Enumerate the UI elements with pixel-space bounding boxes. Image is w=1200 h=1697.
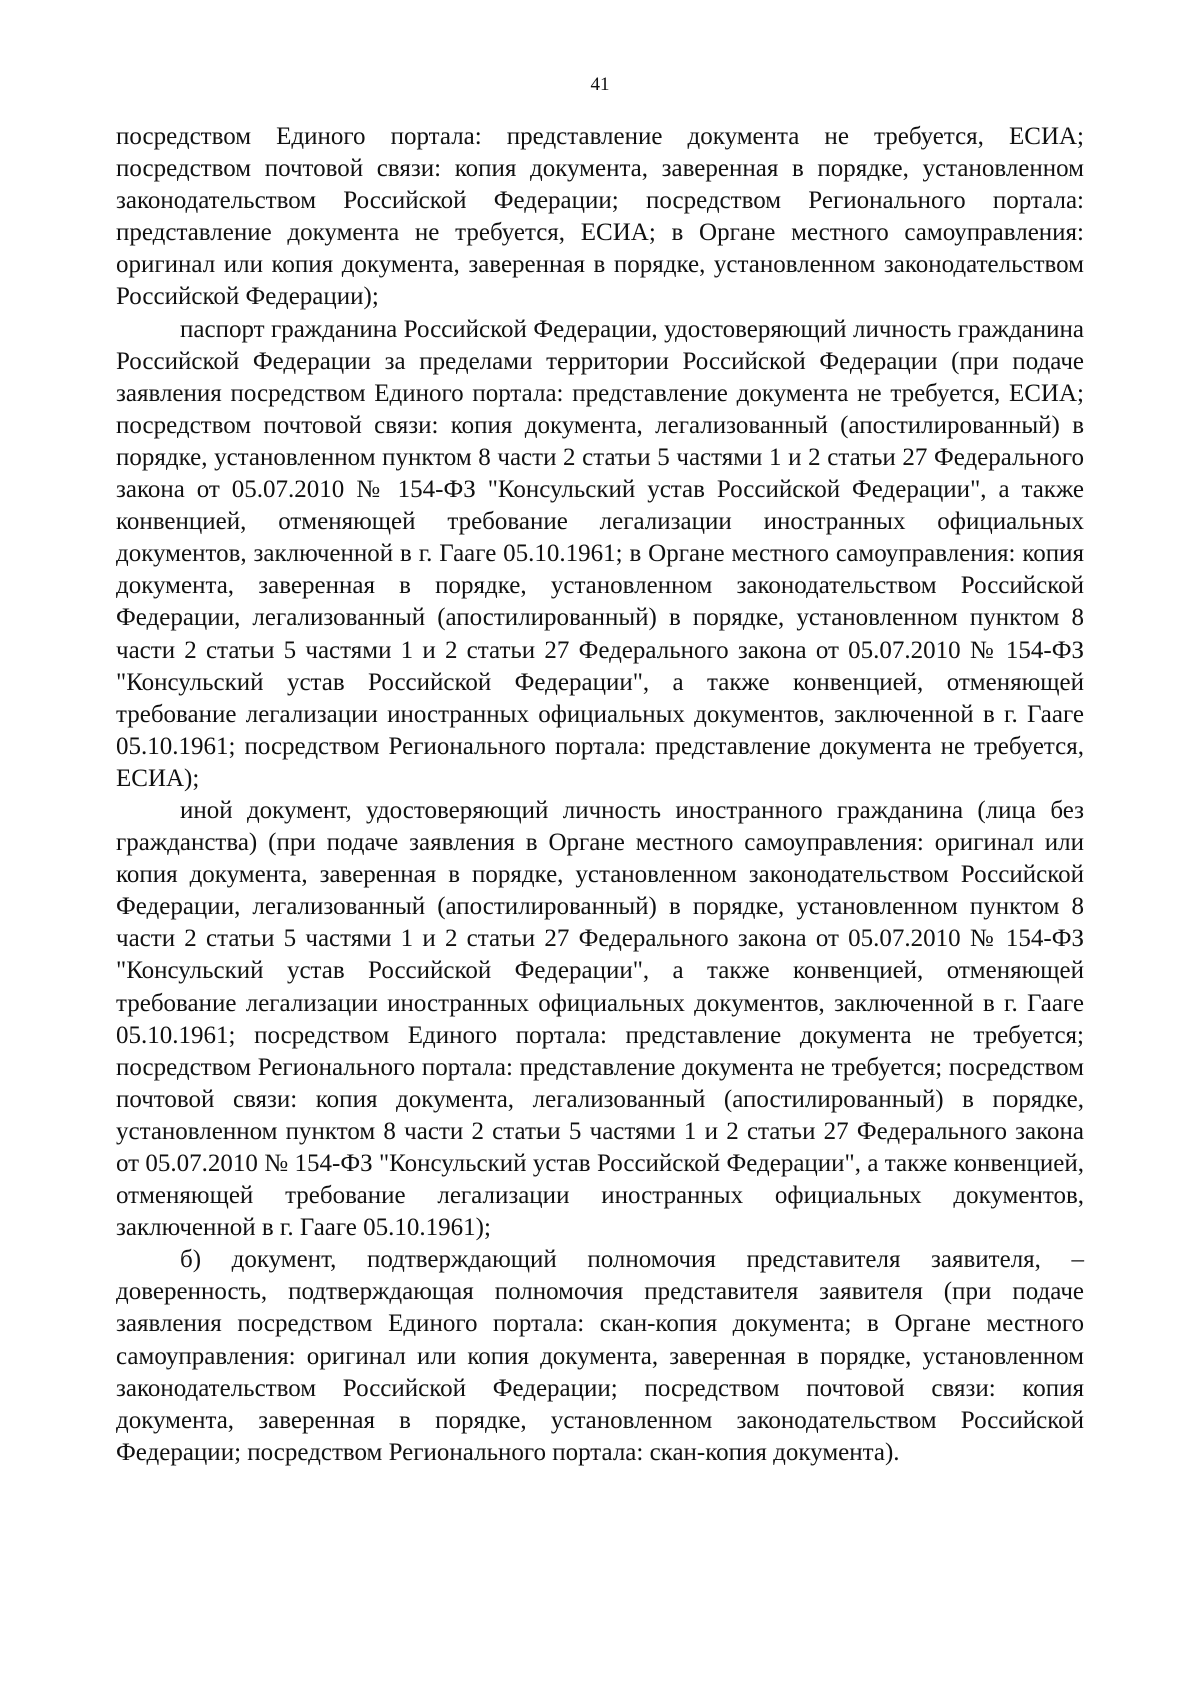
document-body [116, 121, 1084, 1469]
paragraph-representative-authority: б) документ, подтверждающий полномочия представителя заявителя, – доверенность, подтверждающая полномочия представителя заявителя (при подаче заявления посредством Единого портала: скан-копия документа; в Органе местного самоуправления: оригинал или копия документа, заверенная в порядке, установленном законодательством Российской Федерации; посредством почтовой связи: копия документа, заверенная в порядке, установленном законодательством Российской Федерации; посредством Регионального портала: скан-копия документа). [116, 1246, 1084, 1466]
paragraph-continuation: посредством Единого портала: представление документа не требуется, ЕСИА; посредством почтовой связи: копия документа, заверенная в порядке, установленном законодательством Российской Федерации; посредством Регионального портала: представление документа не требуется, ЕСИА; в Органе местного самоуправления: оригинал или копия документа, заверенная в порядке, установленном законодательством Российской Федерации); [116, 123, 1084, 311]
paragraph-passport-rf: паспорт гражданина Российской Федерации, удостоверяющий личность гражданина Российской Федерации за пределами территории Российской Федерации (при подаче заявления посредством Единого портала: представление документа не требуется, ЕСИА; посредством почтовой связи: копия документа, легализованный (апостилированный) в порядке, установленном пунктом 8 части 2 статьи 5 частями 1 и 2 статьи 27 Федерального закона от 05.07.2010 № 154-ФЗ "Консульский устав Российской Федерации", а также конвенцией, отменяющей требование легализации иностранных официальных документов, заключенной в г. Гааге 05.10.1961; в Органе местного самоуправления: копия документа, заверенная в порядке, установленном законодательством Российской Федерации, легализованный (апостилированный) в порядке, установленном пунктом 8 части 2 статьи 5 частями 1 и 2 статьи 27 Федерального закона от 05.07.2010 № 154-ФЗ "Консульский устав Российской Федерации", а также конвенцией, отменяющей требование легализации иностранных официальных документов, заключенной в г. Гааге 05.10.1961; посредством Регионального портала: представление документа не требуется, ЕСИА); [116, 315, 1084, 792]
paragraph-other-identity-document: иной документ, удостоверяющий личность иностранного гражданина (лица без гражданства) (при подаче заявления в Органе местного самоуправления: оригинал или копия документа, заверенная в порядке, установленном законодательством Российской Федерации, легализованный (апостилированный) в порядке, установленном пунктом 8 части 2 статьи 5 частями 1 и 2 статьи 27 Федерального закона от 05.07.2010 № 154-ФЗ "Консульский устав Российской Федерации", а также конвенцией, отменяющей требование легализации иностранных официальных документов, заключенной в г. Гааге 05.10.1961; посредством Единого портала: представление документа не требуется; посредством Регионального портала: представление документа не требуется; посредством почтовой связи: копия документа, легализованный (апостилированный) в порядке, установленном пунктом 8 части 2 статьи 5 частями 1 и 2 статьи 27 Федерального закона от 05.07.2010 № 154-ФЗ "Консульский устав Российской Федерации", а также конвенцией, отменяющей требование легализации иностранных официальных документов, заключенной в г. Гааге 05.10.1961); [116, 796, 1084, 1242]
page-number: 41 [590, 74, 610, 95]
